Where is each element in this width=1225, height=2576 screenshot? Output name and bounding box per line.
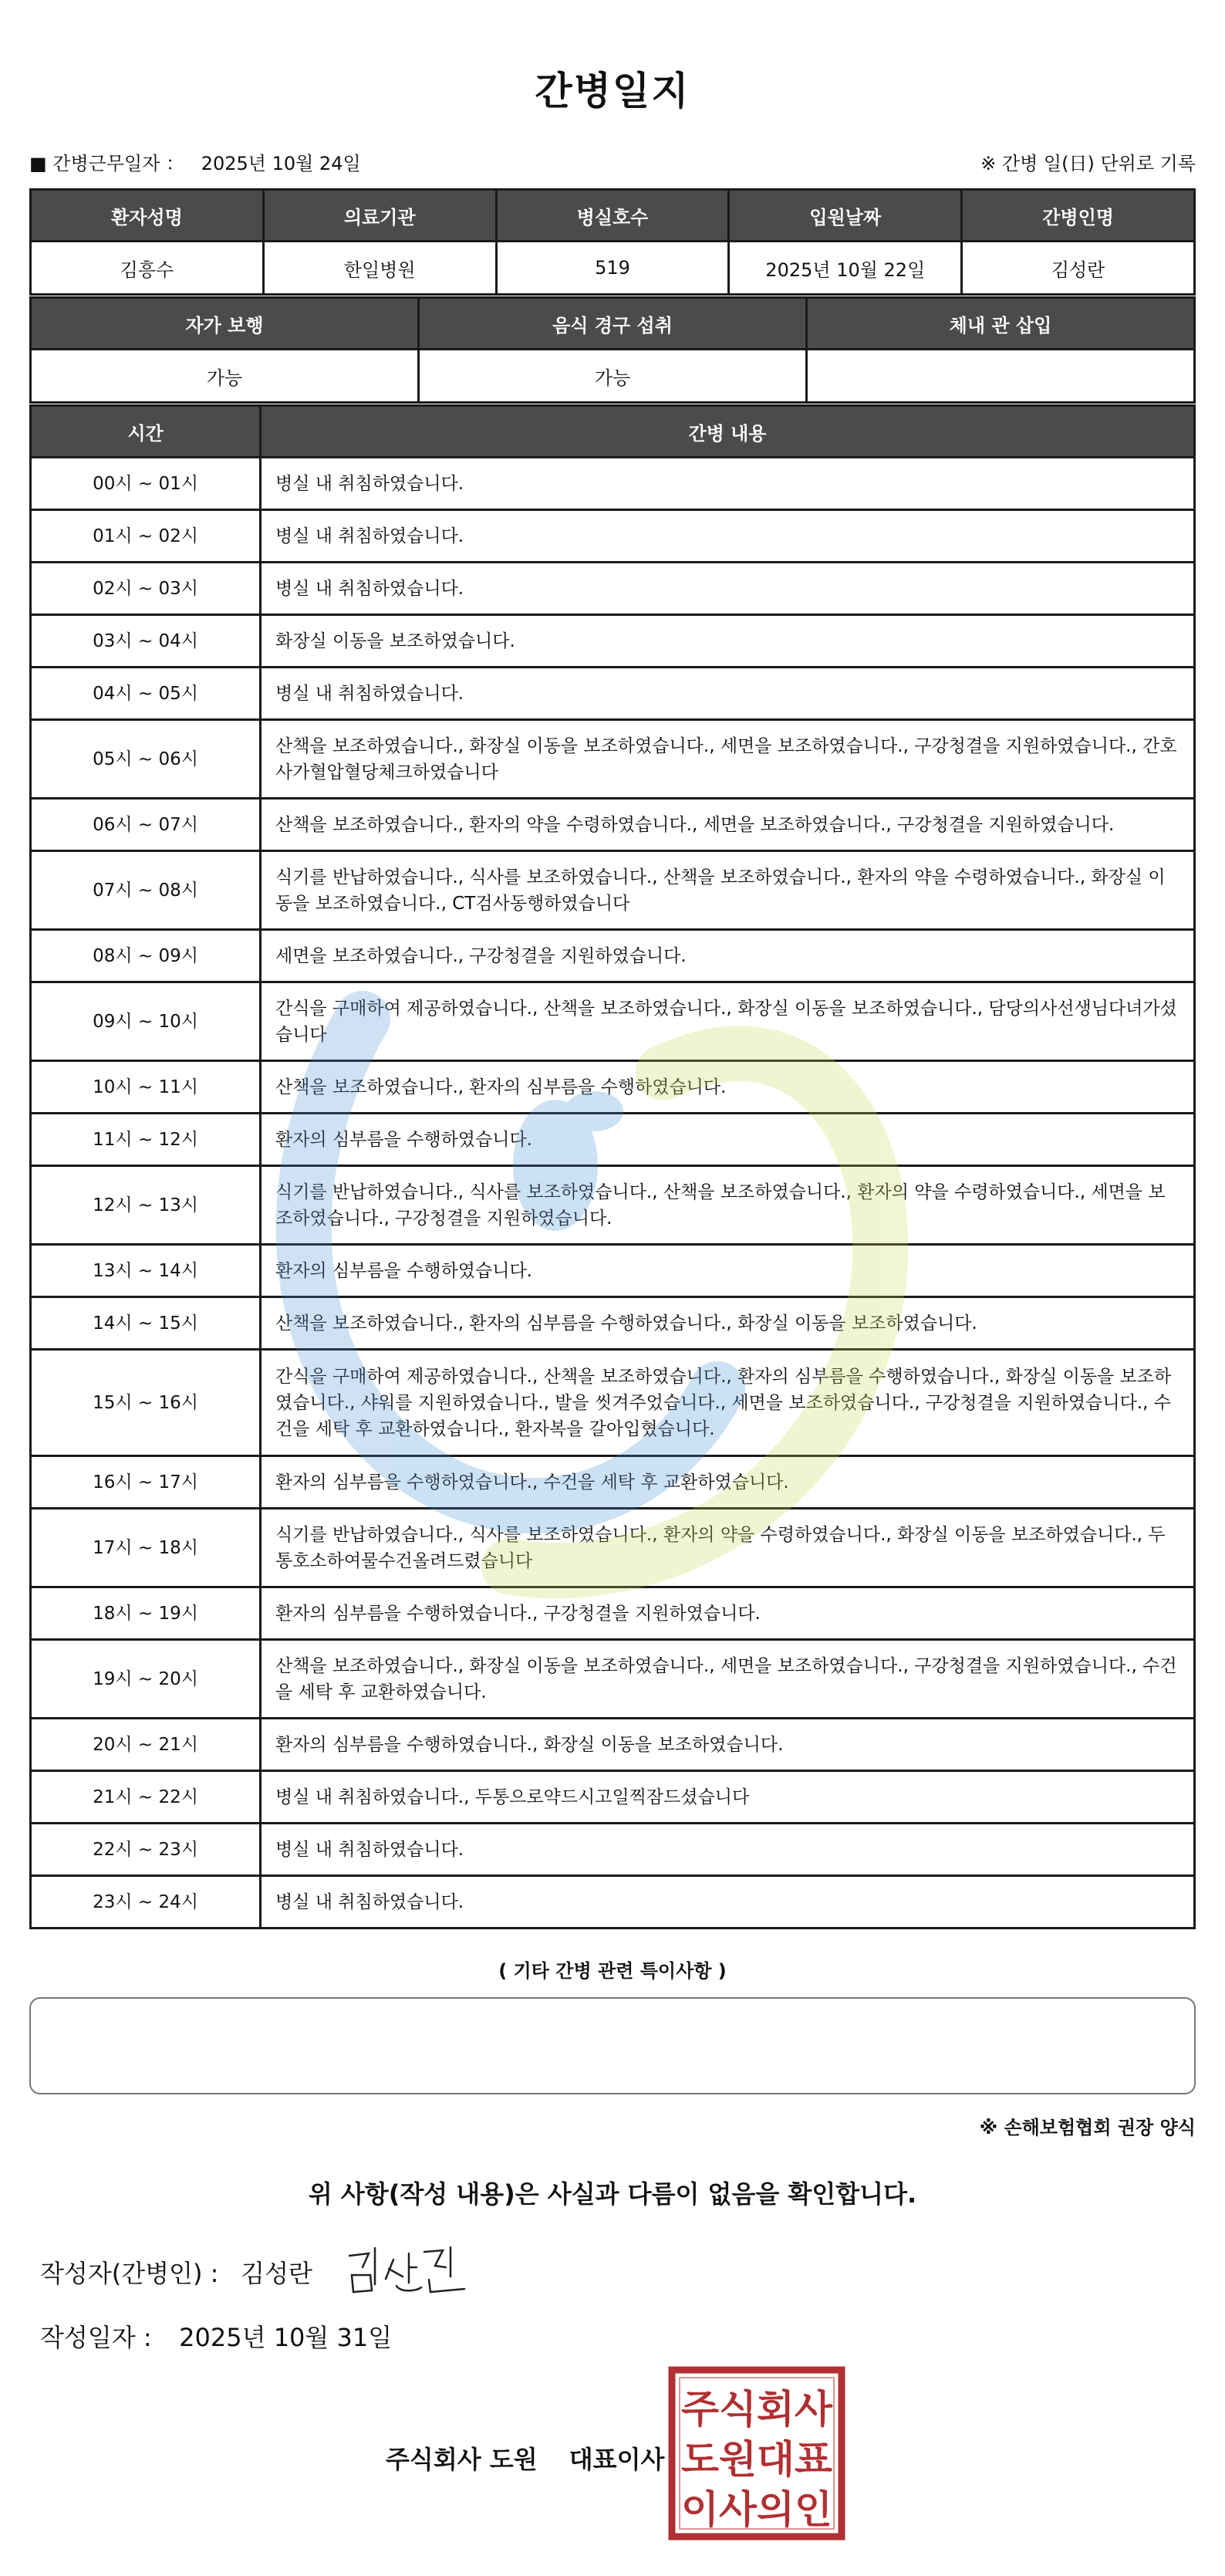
header-admit-date: 입원날짜: [729, 190, 962, 242]
log-content: 병실 내 취침하였습니다.: [261, 510, 1195, 563]
log-time: 00시 ~ 01시: [31, 458, 261, 510]
handwritten-signature: [338, 2236, 477, 2306]
unit-note: ※ 간병 일(日) 단위로 기록: [980, 153, 1196, 174]
table-row: [31, 1771, 1195, 1824]
room-number: 519: [496, 242, 729, 295]
log-content: 병실 내 취침하였습니다.: [261, 1824, 1195, 1876]
log-content: 환자의 심부름을 수행하였습니다., 수건을 세탁 후 교환하였습니다.: [261, 1456, 1195, 1509]
table-row: [31, 1509, 1195, 1587]
log-content: 식기를 반납하였습니다., 식사를 보조하였습니다., 산책을 보조하였습니다., 환자의 약을 수령하였습니다., 세면을 보조하였습니다., 구강청결을 지원하였습니다.: [261, 1166, 1195, 1245]
table-row: [31, 1587, 1195, 1640]
table-row: [31, 563, 1195, 615]
tube-value: [807, 350, 1195, 403]
log-content: 환자의 심부름을 수행하였습니다.: [261, 1245, 1195, 1297]
table-row: [31, 458, 1195, 510]
notes-box: [29, 1997, 1196, 2094]
log-content: 병실 내 취침하였습니다.: [261, 563, 1195, 615]
table-row: [31, 1245, 1195, 1297]
notes-title: ( 기타 간병 관련 특이사항 ): [498, 1960, 727, 1982]
log-content: 병실 내 취침하였습니다.: [261, 1876, 1195, 1929]
log-content: 병실 내 취침하였습니다., 두통으로약드시고일찍잠드셨습니다: [261, 1771, 1195, 1824]
header-content: 간병 내용: [261, 406, 1195, 458]
log-time: 22시 ~ 23시: [31, 1824, 261, 1876]
hospital: 한일병원: [263, 242, 496, 295]
author-line: [40, 2254, 312, 2290]
log-time: 16시 ~ 17시: [31, 1456, 261, 1509]
table-row: [31, 510, 1195, 563]
table-row: [31, 1166, 1195, 1245]
table-row: [31, 1824, 1195, 1876]
log-time: 11시 ~ 12시: [31, 1114, 261, 1166]
patient-info-table: [29, 188, 1196, 296]
log-content: 화장실 이동을 보조하였습니다.: [261, 615, 1195, 668]
table-row: [31, 1297, 1195, 1350]
table-row: [31, 1350, 1195, 1456]
patient-name: 김흥수: [31, 242, 264, 295]
table-row: [31, 1114, 1195, 1166]
log-time: 21시 ~ 22시: [31, 1771, 261, 1824]
log-time: 17시 ~ 18시: [31, 1509, 261, 1587]
table-row: [31, 1719, 1195, 1771]
ceo-title: 대표이사: [569, 2445, 665, 2474]
table-row: [31, 982, 1195, 1061]
header-time: 시간: [31, 406, 261, 458]
date-label: 작성일자 :: [40, 2323, 152, 2352]
write-date-line: [40, 2318, 392, 2354]
caregiver-name: 김성란: [962, 242, 1195, 295]
table-row: [31, 1061, 1195, 1114]
log-time: 05시 ~ 06시: [31, 720, 261, 799]
log-content: 환자의 심부름을 수행하였습니다.: [261, 1114, 1195, 1166]
date-value: 2025년 10월 31일: [179, 2323, 393, 2352]
log-time: 06시 ~ 07시: [31, 799, 261, 851]
log-time: 13시 ~ 14시: [31, 1245, 261, 1297]
table-row: [31, 799, 1195, 851]
log-time: 23시 ~ 24시: [31, 1876, 261, 1929]
log-content: 식기를 반납하였습니다., 식사를 보조하였습니다., 산책을 보조하였습니다., 환자의 약을 수령하였습니다., 화장실 이동을 보조하였습니다., CT검사동행하였습니다: [261, 851, 1195, 930]
log-content: 산책을 보조하였습니다., 환자의 약을 수령하였습니다., 세면을 보조하였습니다., 구강청결을 지원하였습니다.: [261, 799, 1195, 851]
company-name: 주식회사 도원: [386, 2445, 538, 2474]
log-content: 간식을 구매하여 제공하였습니다., 산책을 보조하였습니다., 화장실 이동을 보조하였습니다., 담당의사선생님다녀가셨습니다: [261, 982, 1195, 1061]
log-content: 산책을 보조하였습니다., 환자의 심부름을 수행하였습니다.: [261, 1061, 1195, 1114]
table-row: [31, 1640, 1195, 1719]
header-hospital: 의료기관: [263, 190, 496, 242]
header-oral-intake: 음식 경구 섭취: [419, 298, 807, 350]
log-time: 20시 ~ 21시: [31, 1719, 261, 1771]
log-content: 식기를 반납하였습니다., 식사를 보조하였습니다., 환자의 약을 수령하였습니다., 화장실 이동을 보조하였습니다., 두통호소하여물수건올려드렸습니다: [261, 1509, 1195, 1587]
seal-line-2: 도원대표: [681, 2437, 833, 2482]
header-caregiver: 간병인명: [962, 190, 1195, 242]
log-time: 08시 ~ 09시: [31, 930, 261, 982]
log-content: 세면을 보조하였습니다., 구강청결을 지원하였습니다.: [261, 930, 1195, 982]
log-time: 02시 ~ 03시: [31, 563, 261, 615]
seal-line-3: 이사의인: [681, 2487, 832, 2532]
log-content: 산책을 보조하였습니다., 화장실 이동을 보조하였습니다., 세면을 보조하였습니다., 구강청결을 지원하였습니다., 수건을 세탁 후 교환하였습니다.: [261, 1640, 1195, 1719]
log-time: 14시 ~ 15시: [31, 1297, 261, 1350]
log-time: 01시 ~ 02시: [31, 510, 261, 563]
log-content: 환자의 심부름을 수행하였습니다., 구강청결을 지원하였습니다.: [261, 1587, 1195, 1640]
care-log-table: [29, 404, 1196, 1929]
log-time: 03시 ~ 04시: [31, 615, 261, 668]
table-row: [31, 851, 1195, 930]
header-tube: 체내 관 삽입: [807, 298, 1195, 350]
oral-intake-value: 가능: [419, 350, 807, 403]
header-patient-name: 환자성명: [31, 190, 264, 242]
log-content: 산책을 보조하였습니다., 환자의 심부름을 수행하였습니다., 화장실 이동을 보조하였습니다.: [261, 1297, 1195, 1350]
log-content: 간식을 구매하여 제공하였습니다., 산책을 보조하였습니다., 환자의 심부름을 수행하였습니다., 화장실 이동을 보조하였습니다., 샤워를 지원하였습니다., 발을 씻겨주었습니다., 세면을 보조하였습니다., 구강청결을 지원하였습니다., 수건을 세탁 후 교환하였습니다., 환자복을 갈아입혔습니다.: [261, 1350, 1195, 1456]
log-content: 병실 내 취침하였습니다.: [261, 458, 1195, 510]
table-row: [31, 1456, 1195, 1509]
author-name: 김성란: [241, 2259, 312, 2288]
log-time: 15시 ~ 16시: [31, 1350, 261, 1456]
admit-date: 2025년 10월 22일: [729, 242, 962, 295]
log-time: 04시 ~ 05시: [31, 668, 261, 720]
log-content: 병실 내 취침하였습니다.: [261, 668, 1195, 720]
log-content: 산책을 보조하였습니다., 화장실 이동을 보조하였습니다., 세면을 보조하였습니다., 구강청결을 지원하였습니다., 간호사가혈압혈당체크하였습니다: [261, 720, 1195, 799]
log-content: 환자의 심부름을 수행하였습니다., 화장실 이동을 보조하였습니다.: [261, 1719, 1195, 1771]
table-row: [31, 668, 1195, 720]
table-row: [31, 615, 1195, 668]
work-date-label: ■ 간병근무일자 ：: [29, 153, 185, 174]
table-row: [31, 720, 1195, 799]
table-row: [31, 1876, 1195, 1929]
company-seal-stamp: [667, 2365, 846, 2541]
work-date: [29, 148, 361, 175]
log-time: 12시 ~ 13시: [31, 1166, 261, 1245]
log-time: 19시 ~ 20시: [31, 1640, 261, 1719]
patient-status-table: [29, 296, 1196, 404]
seal-line-1: 주식회사: [681, 2387, 833, 2432]
work-date-value: 2025년 10월 24일: [201, 153, 361, 174]
table-row: [31, 930, 1195, 982]
form-source: ※ 손해보험협회 권장 양식: [979, 2117, 1196, 2138]
self-walk-value: 가능: [31, 350, 419, 403]
header-self-walk: 자가 보행: [31, 298, 419, 350]
log-time: 10시 ~ 11시: [31, 1061, 261, 1114]
document-title: 간병일지: [535, 69, 690, 113]
log-time: 09시 ~ 10시: [31, 982, 261, 1061]
log-time: 07시 ~ 08시: [31, 851, 261, 930]
confirmation-statement: 위 사항(작성 내용)은 사실과 다름이 없음을 확인합니다.: [308, 2179, 917, 2209]
log-time: 18시 ~ 19시: [31, 1587, 261, 1640]
header-room: 병실호수: [496, 190, 729, 242]
author-label: 작성자(간병인) :: [40, 2259, 219, 2288]
